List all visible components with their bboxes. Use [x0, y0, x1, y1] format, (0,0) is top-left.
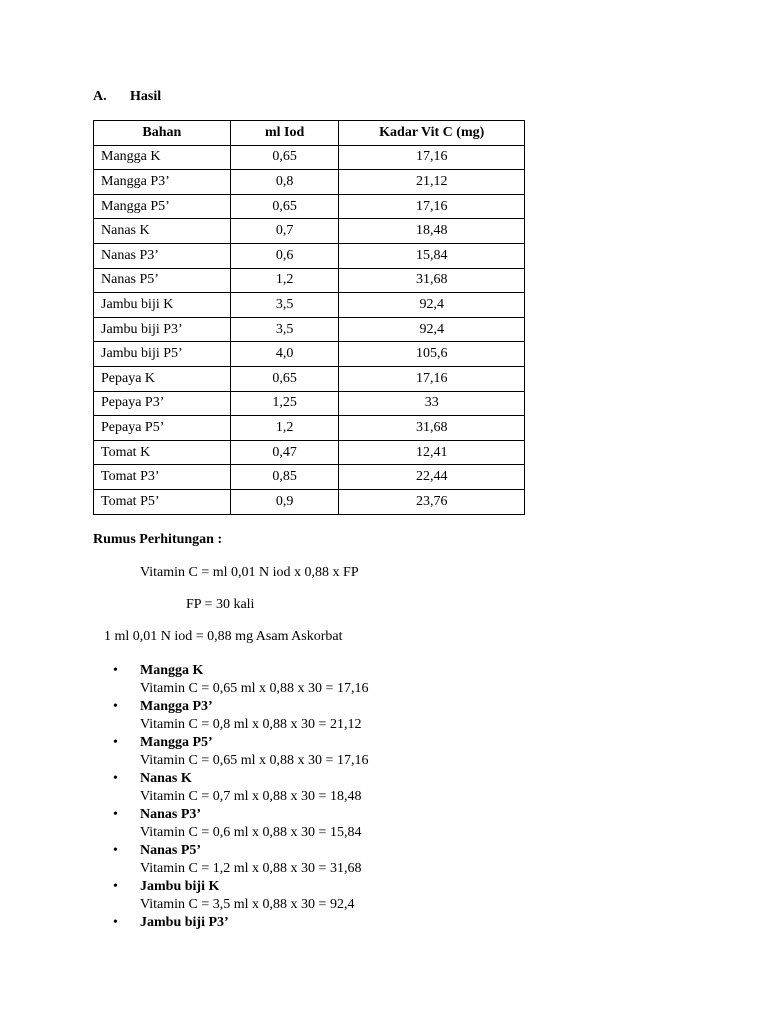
rumus-title: Rumus Perhitungan : — [93, 532, 223, 547]
table-body — [94, 145, 525, 514]
list-item — [0, 662, 700, 698]
cell-ml-iod: 0,65 — [230, 366, 339, 391]
results-table — [93, 120, 525, 515]
calculation-name: Jambu biji P3’ — [140, 915, 229, 930]
cell-ml-iod: 0,47 — [230, 440, 339, 465]
cell-ml-iod: 0,65 — [230, 145, 339, 170]
cell-bahan: Jambu biji P5’ — [94, 342, 231, 367]
bullet-icon: • — [113, 735, 118, 750]
calculation-name: Mangga P3’ — [140, 699, 213, 714]
cell-ml-iod: 3,5 — [230, 317, 339, 342]
cell-ml-iod: 0,65 — [230, 194, 339, 219]
bullet-icon: • — [113, 807, 118, 822]
cell-kadar-vit-c: 17,16 — [339, 194, 525, 219]
table-row — [94, 243, 525, 268]
cell-kadar-vit-c: 33 — [339, 391, 525, 416]
header-ml-iod: ml Iod — [230, 121, 339, 146]
calculation-name: Mangga K — [140, 663, 204, 678]
table-row — [94, 268, 525, 293]
cell-bahan: Jambu biji P3’ — [94, 317, 231, 342]
cell-bahan: Jambu biji K — [94, 293, 231, 318]
bullet-icon: • — [113, 663, 118, 678]
table-row — [94, 145, 525, 170]
table-row — [94, 342, 525, 367]
bullet-icon: • — [113, 915, 118, 930]
list-item — [0, 770, 700, 806]
bullet-icon: • — [113, 771, 118, 786]
cell-bahan: Tomat P3’ — [94, 465, 231, 490]
cell-kadar-vit-c: 17,16 — [339, 145, 525, 170]
cell-bahan: Nanas P3’ — [94, 243, 231, 268]
calculation-equation: Vitamin C = 0,7 ml x 0,88 x 30 = 18,48 — [140, 789, 362, 804]
header-kadar-vit-c: Kadar Vit C (mg) — [339, 121, 525, 146]
section-heading — [93, 88, 161, 106]
cell-kadar-vit-c: 92,4 — [339, 317, 525, 342]
table-row — [94, 489, 525, 514]
bullet-icon: • — [113, 699, 118, 714]
formula-text: Vitamin C = ml 0,01 N iod x 0,88 x FP — [140, 565, 359, 580]
cell-bahan: Mangga K — [94, 145, 231, 170]
section-title: Hasil — [130, 89, 162, 104]
cell-ml-iod: 0,9 — [230, 489, 339, 514]
cell-kadar-vit-c: 12,41 — [339, 440, 525, 465]
cell-ml-iod: 1,2 — [230, 416, 339, 441]
cell-ml-iod: 0,6 — [230, 243, 339, 268]
calculation-name: Mangga P5’ — [140, 735, 213, 750]
cell-bahan: Pepaya K — [94, 366, 231, 391]
table-row — [94, 194, 525, 219]
cell-kadar-vit-c: 105,6 — [339, 342, 525, 367]
table-row — [94, 366, 525, 391]
cell-bahan: Tomat P5’ — [94, 489, 231, 514]
cell-bahan: Tomat K — [94, 440, 231, 465]
cell-ml-iod: 4,0 — [230, 342, 339, 367]
table-row — [94, 416, 525, 441]
table-row — [94, 391, 525, 416]
cell-kadar-vit-c: 17,16 — [339, 366, 525, 391]
cell-kadar-vit-c: 31,68 — [339, 416, 525, 441]
calculation-equation: Vitamin C = 3,5 ml x 0,88 x 30 = 92,4 — [140, 897, 355, 912]
list-item — [0, 914, 700, 932]
cell-ml-iod: 0,7 — [230, 219, 339, 244]
cell-kadar-vit-c: 15,84 — [339, 243, 525, 268]
header-bahan: Bahan — [94, 121, 231, 146]
calculation-equation: Vitamin C = 0,6 ml x 0,88 x 30 = 15,84 — [140, 825, 362, 840]
list-item — [0, 878, 700, 914]
cell-bahan: Nanas P5’ — [94, 268, 231, 293]
section-number: A. — [93, 89, 107, 104]
table-row — [94, 317, 525, 342]
cell-bahan: Pepaya P5’ — [94, 416, 231, 441]
cell-kadar-vit-c: 18,48 — [339, 219, 525, 244]
calculation-equation: Vitamin C = 0,8 ml x 0,88 x 30 = 21,12 — [140, 717, 362, 732]
cell-kadar-vit-c: 21,12 — [339, 170, 525, 195]
cell-kadar-vit-c: 23,76 — [339, 489, 525, 514]
cell-kadar-vit-c: 31,68 — [339, 268, 525, 293]
calculation-equation: Vitamin C = 1,2 ml x 0,88 x 30 = 31,68 — [140, 861, 362, 876]
calculation-equation: Vitamin C = 0,65 ml x 0,88 x 30 = 17,16 — [140, 753, 369, 768]
cell-ml-iod: 0,8 — [230, 170, 339, 195]
list-item — [0, 806, 700, 842]
bullet-icon: • — [113, 843, 118, 858]
bullet-icon: • — [113, 879, 118, 894]
table-row — [94, 465, 525, 490]
cell-bahan: Pepaya P3’ — [94, 391, 231, 416]
calculation-name: Nanas P5’ — [140, 843, 202, 858]
table-row — [94, 293, 525, 318]
calculation-equation: Vitamin C = 0,65 ml x 0,88 x 30 = 17,16 — [140, 681, 369, 696]
table-row — [94, 170, 525, 195]
table-row — [94, 440, 525, 465]
cell-kadar-vit-c: 92,4 — [339, 293, 525, 318]
equivalence-text: 1 ml 0,01 N iod = 0,88 mg Asam Askorbat — [104, 629, 343, 644]
cell-bahan: Mangga P3’ — [94, 170, 231, 195]
cell-bahan: Mangga P5’ — [94, 194, 231, 219]
cell-kadar-vit-c: 22,44 — [339, 465, 525, 490]
cell-ml-iod: 0,85 — [230, 465, 339, 490]
calculation-name: Nanas P3’ — [140, 807, 202, 822]
list-item — [0, 698, 700, 734]
list-item — [0, 734, 700, 770]
table-header-row — [94, 121, 525, 146]
table-row — [94, 219, 525, 244]
fp-text: FP = 30 kali — [186, 597, 255, 612]
calculation-name: Jambu biji K — [140, 879, 220, 894]
cell-ml-iod: 1,2 — [230, 268, 339, 293]
calculation-list — [0, 662, 700, 932]
cell-ml-iod: 3,5 — [230, 293, 339, 318]
calculation-name: Nanas K — [140, 771, 192, 786]
list-item — [0, 842, 700, 878]
cell-ml-iod: 1,25 — [230, 391, 339, 416]
cell-bahan: Nanas K — [94, 219, 231, 244]
